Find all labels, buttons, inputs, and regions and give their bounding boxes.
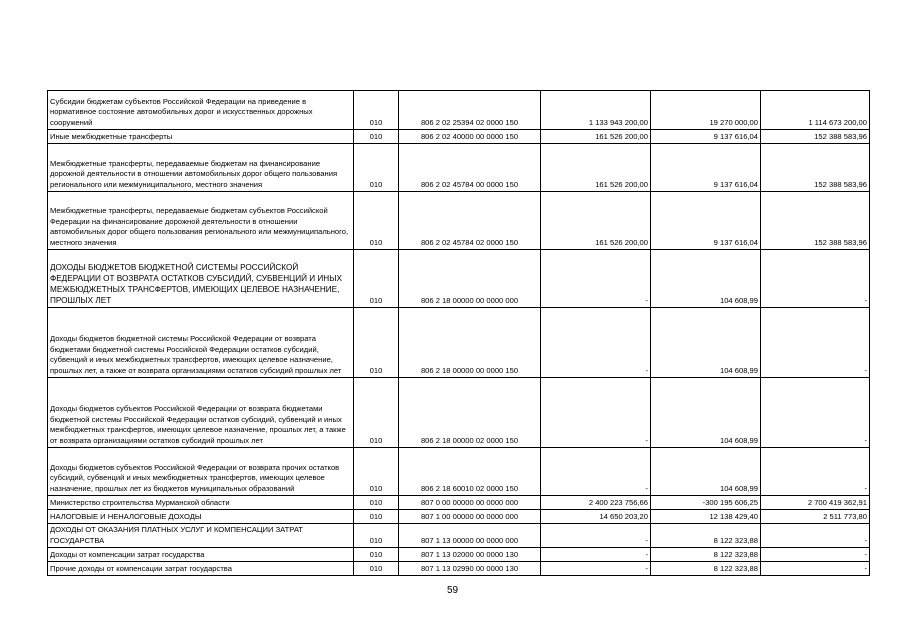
row-admin-code: 010 <box>354 496 399 510</box>
row-plan-value: - <box>541 548 651 562</box>
table-row <box>48 250 870 308</box>
row-budget-code: 807 1 13 02990 00 0000 130 <box>399 562 541 576</box>
row-plan-value: - <box>541 562 651 576</box>
row-plan-value: - <box>541 250 651 308</box>
row-exec-value: 104 608,99 <box>651 448 761 496</box>
table-row <box>48 91 870 130</box>
row-admin-code: 010 <box>354 548 399 562</box>
row-rest-value: 2 700 419 362,91 <box>761 496 870 510</box>
row-admin-code: 010 <box>354 524 399 548</box>
row-name: НАЛОГОВЫЕ И НЕНАЛОГОВЫЕ ДОХОДЫ <box>48 510 354 524</box>
table-row <box>48 496 870 510</box>
row-exec-value: 9 137 616,04 <box>651 130 761 144</box>
row-rest-value: 152 388 583,96 <box>761 192 870 250</box>
row-name: Доходы бюджетов субъектов Российской Федерации от возврата бюджетами бюджетной системы Российской Федерации остатков субсидий, субвенций и иных межбюджетных трансфертов, имеющих целевое назначение, прошлых лет, а также от возврата организациями остатков субсидий прошлых лет <box>48 378 354 448</box>
row-name: ДОХОДЫ БЮДЖЕТОВ БЮДЖЕТНОЙ СИСТЕМЫ РОССИЙСКОЙ ФЕДЕРАЦИИ ОТ ВОЗВРАТА ОСТАТКОВ СУБСИДИЙ, СУБВЕНЦИЙ И ИНЫХ МЕЖБЮДЖЕТНЫХ ТРАНСФЕРТОВ, ИМЕЮЩИХ ЦЕЛЕВОЕ НАЗНАЧЕНИЕ, ПРОШЛЫХ ЛЕТ <box>48 250 354 308</box>
row-budget-code: 806 2 02 45784 02 0000 150 <box>399 192 541 250</box>
row-exec-value: 8 122 323,88 <box>651 524 761 548</box>
row-rest-value: - <box>761 548 870 562</box>
row-rest-value: 2 511 773,80 <box>761 510 870 524</box>
row-admin-code: 010 <box>354 510 399 524</box>
row-budget-code: 806 2 18 00000 00 0000 000 <box>399 250 541 308</box>
row-budget-code: 806 2 02 25394 02 0000 150 <box>399 91 541 130</box>
row-name: Межбюджетные трансферты, передаваемые бюджетам субъектов Российской Федерации на финансирование дорожной деятельности в отношении автомобильных дорог общего пользования регионального или межмуниципального, местного значения <box>48 192 354 250</box>
row-rest-value: 1 114 673 200,00 <box>761 91 870 130</box>
row-admin-code: 010 <box>354 562 399 576</box>
row-budget-code: 807 1 00 00000 00 0000 000 <box>399 510 541 524</box>
row-name: Прочие доходы от компенсации затрат государства <box>48 562 354 576</box>
row-plan-value: 14 650 203,20 <box>541 510 651 524</box>
row-plan-value: 1 133 943 200,00 <box>541 91 651 130</box>
row-name: Субсидии бюджетам субъектов Российской Федерации на приведение в нормативное состояние автомобильных дорог и искусственных дорожных сооружений <box>48 91 354 130</box>
row-name: Доходы от компенсации затрат государства <box>48 548 354 562</box>
table-row <box>48 144 870 192</box>
row-name: Доходы бюджетов субъектов Российской Федерации от возврата прочих остатков субсидий, субвенций и иных межбюджетных трансфертов, имеющих целевое назначение, прошлых лет из бюджетов муниципальных образований <box>48 448 354 496</box>
row-rest-value: - <box>761 308 870 378</box>
table-row <box>48 524 870 548</box>
row-rest-value: - <box>761 250 870 308</box>
row-exec-value: 12 138 429,40 <box>651 510 761 524</box>
row-plan-value: 161 526 200,00 <box>541 130 651 144</box>
page-number: 59 <box>446 585 459 596</box>
row-rest-value: - <box>761 562 870 576</box>
row-admin-code: 010 <box>354 250 399 308</box>
row-plan-value: - <box>541 378 651 448</box>
row-plan-value: - <box>541 524 651 548</box>
row-budget-code: 806 2 02 40000 00 0000 150 <box>399 130 541 144</box>
table-row <box>48 562 870 576</box>
row-plan-value: 2 400 223 756,66 <box>541 496 651 510</box>
row-exec-value: 8 122 323,88 <box>651 562 761 576</box>
row-rest-value: 152 388 583,96 <box>761 144 870 192</box>
table-row <box>48 378 870 448</box>
row-exec-value: 9 137 616,04 <box>651 144 761 192</box>
row-budget-code: 806 2 02 45784 00 0000 150 <box>399 144 541 192</box>
row-budget-code: 807 0 00 00000 00 0000 000 <box>399 496 541 510</box>
table-row <box>48 192 870 250</box>
row-rest-value: - <box>761 448 870 496</box>
row-exec-value: 19 270 000,00 <box>651 91 761 130</box>
row-name: Доходы бюджетов бюджетной системы Российской Федерации от возврата бюджетами бюджетной системы Российской Федерации остатков субсидий, субвенций и иных межбюджетных трансфертов, имеющих целевое назначение, прошлых лет, а также от возврата организациями остатков субсидий прошлых лет <box>48 308 354 378</box>
row-exec-value: 104 608,99 <box>651 250 761 308</box>
row-budget-code: 806 2 18 60010 02 0000 150 <box>399 448 541 496</box>
row-plan-value: - <box>541 308 651 378</box>
row-admin-code: 010 <box>354 378 399 448</box>
table-row <box>48 130 870 144</box>
row-name: ДОХОДЫ ОТ ОКАЗАНИЯ ПЛАТНЫХ УСЛУГ И КОМПЕНСАЦИИ ЗАТРАТ ГОСУДАРСТВА <box>48 524 354 548</box>
row-exec-value: 104 608,99 <box>651 378 761 448</box>
row-name: Министерство строительства Мурманской области <box>48 496 354 510</box>
row-budget-code: 806 2 18 00000 02 0000 150 <box>399 378 541 448</box>
row-exec-value: 104 608,99 <box>651 308 761 378</box>
row-admin-code: 010 <box>354 308 399 378</box>
row-rest-value: - <box>761 524 870 548</box>
row-rest-value: - <box>761 378 870 448</box>
row-plan-value: 161 526 200,00 <box>541 192 651 250</box>
row-plan-value: - <box>541 448 651 496</box>
row-budget-code: 807 1 13 02000 00 0000 130 <box>399 548 541 562</box>
row-exec-value: -300 195 606,25 <box>651 496 761 510</box>
table-row <box>48 308 870 378</box>
row-plan-value: 161 526 200,00 <box>541 144 651 192</box>
row-admin-code: 010 <box>354 192 399 250</box>
row-budget-code: 806 2 18 00000 00 0000 150 <box>399 308 541 378</box>
row-exec-value: 9 137 616,04 <box>651 192 761 250</box>
budget-table <box>47 90 870 576</box>
row-budget-code: 807 1 13 00000 00 0000 000 <box>399 524 541 548</box>
row-admin-code: 010 <box>354 448 399 496</box>
row-admin-code: 010 <box>354 91 399 130</box>
row-admin-code: 010 <box>354 144 399 192</box>
table-row <box>48 510 870 524</box>
table-row <box>48 548 870 562</box>
row-name: Межбюджетные трансферты, передаваемые бюджетам на финансирование дорожной деятельности в отношении автомобильных дорог общего пользования регионального или межмуниципального, местного значения <box>48 144 354 192</box>
table-row <box>48 448 870 496</box>
row-rest-value: 152 388 583,96 <box>761 130 870 144</box>
row-admin-code: 010 <box>354 130 399 144</box>
row-exec-value: 8 122 323,88 <box>651 548 761 562</box>
row-name: Иные межбюджетные трансферты <box>48 130 354 144</box>
